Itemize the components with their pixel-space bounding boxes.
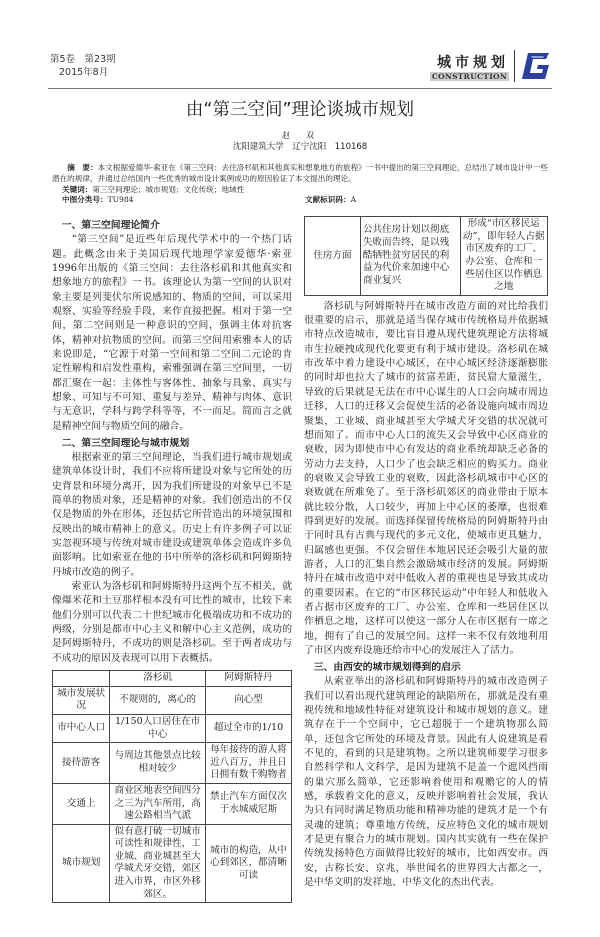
keywords-label: 关键词： (62, 184, 93, 194)
comparison-table (52, 670, 292, 903)
section-heading-1: 一、第三空间理论简介 (61, 220, 160, 232)
table-cell: 向心型 (205, 686, 291, 714)
document-code (305, 195, 548, 206)
table-header-cell (53, 671, 110, 687)
table-cell: 不规则的，离心的 (110, 686, 206, 714)
journal-logo (430, 50, 550, 82)
issue-date: 2015年8月 (59, 67, 109, 78)
body-columns (48, 216, 552, 907)
left-column (52, 216, 292, 907)
right-column (304, 216, 548, 907)
table-cell: 接待游客 (53, 743, 110, 784)
table-cell: 交通上 (53, 783, 110, 824)
table-cell: 1/150人口居住在市中心 (110, 714, 206, 742)
table-cell: 市中心人口 (53, 714, 110, 742)
paragraph: “第三空间”是近些年后现代学术中的一个热门话题。此概念由来于美国后现代地理学家爱德华·索亚1996年出版的《第三空间：去往洛杉矶和其他真实和想象地方的旅程》一书。该理论认为第一空间的认识对象主要是列斐伏尔所说感知的、物质的空间，可以采用观察、实验等经验手段，来作直接把握。相对于第一空间，第二空间则是一种意识的空间，强调主体对抗客体，精神对抗物质的空间。而第三空间用索雅本人的话来说即是，“它源于对第一空间和第二空间二元论的肯定性解构和启发性重构，索雅强调在第三空间里，一切都汇聚在一起：主体性与客体性、抽象与具象、真实与想象、可知与不可知、重复与差异、精神与肉体、意识与无意识，学科与跨学科等等，不一而足。简而言之就是精神空间与物质空间的融合。 (52, 234, 292, 432)
doc-code-label: 文献标识码： (305, 195, 351, 205)
table-cell: 似有意打破一切城市可读性和规律性，工业城、商业城甚至大学城犬牙交错，郊区进入市界，市区外移郊区。 (110, 824, 206, 903)
table-row (53, 714, 292, 742)
section-heading-3: 三、由西安的城市规划得到的启示 (313, 662, 461, 674)
logo-divider (514, 50, 515, 82)
table-cell: 城市规划 (53, 824, 110, 903)
table-cell: 商业区地表空间四分之三为汽车所用，高速公路相当气派 (110, 783, 206, 824)
table-row (53, 743, 292, 784)
clc-value: TU984 (107, 195, 134, 205)
table-row (305, 217, 548, 296)
table-cell: 城市发展状况 (53, 686, 110, 714)
table-row (53, 783, 292, 824)
page-header (48, 50, 552, 89)
abstract-block (48, 163, 552, 206)
keywords-text: 第三空间理论；城市规划；文化传统；地域性 (92, 184, 245, 194)
logo-emblem-icon (520, 51, 550, 81)
abstract-label: 摘 要： (67, 163, 98, 172)
abstract-text: 本文根据爱德华·索亚在《第三空间：去往洛杉矶和其他真实和想象地方的旅程》一书中提出的第三空间理论，总结出了城市设计中一些潜在的规律，并通过总结国内一些优秀的城市设计案例成功的原因验证了本文提出的理论。 (52, 163, 549, 183)
volume-issue: 第5卷 第23期 (50, 54, 116, 65)
paragraph: 根据索亚的第三空间理论，当我们进行城市规划或建筑单体设计时，我们不应将所建设对象与它所处的历史背景和环境分离开，因为我们所建设的对象早已不是简单的物质对象，还是精神的对象。我们创造出的不仅仅是物质的外在形体，还包括它所营造出的环境氛围和反映出的城市精神上的意义。历史上有许多例子可以证实忽视环境与传统对城市建设或建筑单体会造成许多负面影响。比如索亚在他的书中所举的洛杉矶和阿姆斯特丹城市改造的例子。 (52, 452, 292, 578)
classification (62, 195, 305, 206)
affiliation: 沈阳建筑大学 辽宁沈阳 110168 (232, 142, 368, 152)
table-header-row (53, 671, 292, 687)
paragraph: 索亚认为洛杉矶和阿姆斯特丹这两个互不相关，就像爆米花和土豆那样根本没有可比性的城市，比较下来他们分别可以代表二十世纪城市化极端成功和不成功的两级，分别是都市中心主义和解中心主义范例，成功的是阿姆斯特丹，不成功的则是洛杉矶。至于两者成功与不成功的原因及表现可以用下表概括。 (52, 581, 292, 664)
table-cell: 超过全市的1/10 (205, 714, 291, 742)
article-title: 由“第三空间”理论谈城市规划 (185, 100, 415, 120)
table-header-cell: 阿姆斯特丹 (205, 671, 291, 687)
table-row (53, 824, 292, 903)
doc-code-value: A (350, 195, 357, 205)
author: 赵 双 (282, 131, 318, 140)
table-row (53, 686, 292, 714)
table-cell: 每年接待的游人将近八百万，并且日日拥有数千购物者 (205, 743, 291, 784)
classification-row (52, 195, 548, 206)
comparison-table-continued (304, 216, 548, 296)
table-cell: 住房方面 (305, 217, 361, 296)
abstract (52, 163, 548, 185)
logo-text-en: CONSTRUCTION (431, 71, 507, 81)
table-cell: 形成“市区移民运动”，即年轻人占据市区废弃的工厂、办公室、仓库和一些居住区以作栖息之地 (460, 217, 548, 296)
logo-text-cn: 城市规划 (437, 54, 509, 71)
issue-info (50, 53, 116, 79)
table-cell: 禁止汽车方面仅次于水城威尼斯 (205, 783, 291, 824)
paragraph: 从索亚举出的洛杉矶和阿姆斯特丹的城市改造例子我们可以看出现代建筑理论的缺陷所在，那就是没有重视传统和地域性特征对建筑设计和城市规划的意义。建筑存在于一个空间中，它已超脱于一个建筑物那么简单，还包含它所处的环境及背景。因此有人说建筑是看不见的，看到的只是建筑物。之所以建筑师要学习很多自然科学和人文科学，是因为建筑不是盖一个遮风挡雨的巢穴那么简单，它还影响着使用和观赡它的人的情感，承载着文化的意义，反映并影响着社会发展，我认为只有同时满足物质功能和精神功能的建筑才是一个有灵魂的建筑；尊重地方传统，反应特色文化的城市规划才是更有聚合力的城市规划。国内其实就有一些在保护传统发扬特色方面做得比较好的城市，比如西安市。西安，古称长安、京兆，举世闻名的世界四大古都之一，是中华文明的发祥地、中华文化的杰出代表。 (304, 676, 548, 889)
clc-label: 中图分类号： (62, 195, 108, 205)
paragraph: 洛杉矶与阿姆斯特丹在城市改造方面的对比给我们很重要的启示，那就是适当保存城市传统格局并依据城市特点改造城市，要比盲目遵从现代建筑理论方法将城市生拉硬拽成现代化要更有利于城市建设。洛杉矶在城市改革中着力建设中心城区，在中心城区经济逐渐膨胀的同时却也拉大了城市的贫富差距，贫民窟大量滋生，导致的后果就是无法在市中心谋生的人口会向城市周边迁移，人口的迁移又会促使生活的必备设施向城市周边聚集，工业城、商业城甚至大学城犬牙交错的状况就可想而知了。而市中心人口的流失又会导致中心区商业的衰败，因为即使市中心有发达的商业系统却缺乏必备的劳动力去支持，人口少了也会缺乏相应的购买力。商业的衰败又会导致工业的衰败，因此洛杉矶城市中心区的衰败就在所难免了。至于洛杉矶郊区的商业带由于原本就比较分散，人口较少，再加上中心区的萎靡，也很难得到更好的发展。而选择保留传统格局的阿姆斯特丹由于同时具有古典与现代的多元文化，使城市更具魅力，归属感也更强。不仅会留住本地居民还会吸引大量的旅游者，人口的汇集自然会激励城市经济的发展。阿姆斯特丹在城市改造中对中低收入者的重视也是导致其成功的重要因素。在它的“市区移民运动”中年轻人和低收入者占据市区废弃的工厂、办公室、仓库和一些居住区以作栖息之地，这样可以使这一部分人在市区据有一席之地，拥有了自己的发展空间。这样一来不仅有效地利用了市区内废弃设施还给市中心的发展注入了活力。 (304, 300, 548, 656)
keywords (52, 185, 548, 196)
table-cell: 公共住房计划以彻底失败而告终，是以残酷牺牲贫穷居民的利益为代价来加速中心商业复兴 (360, 217, 460, 296)
section-heading-2: 二、第三空间理论与城市规划 (61, 438, 190, 449)
table-cell: 城市的构造，从中心到郊区，都清晰可读 (205, 824, 291, 903)
table-header-cell: 洛杉矶 (110, 671, 206, 687)
table-cell: 与周边其他景点比较相对较少 (110, 743, 206, 784)
